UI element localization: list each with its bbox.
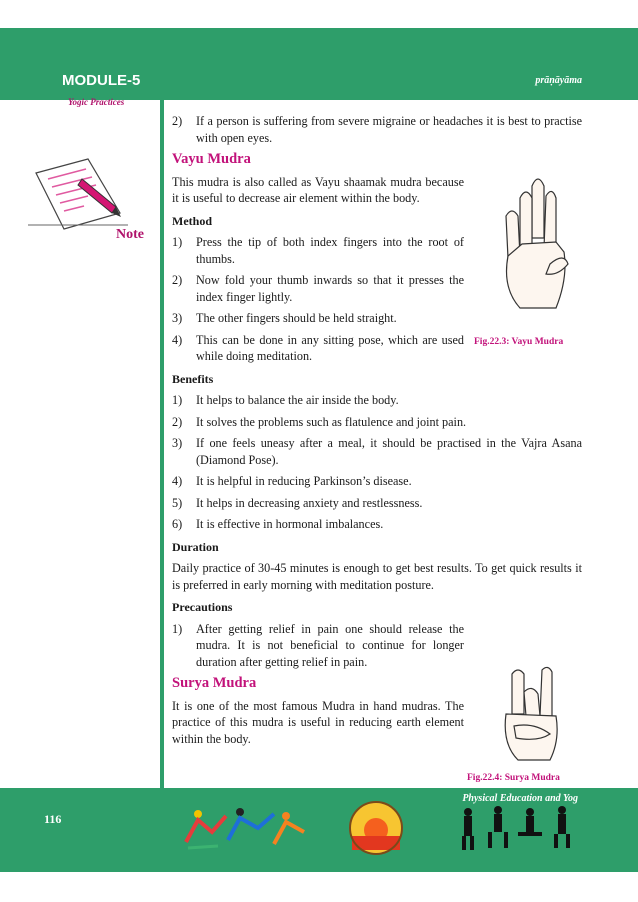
list-item: 2) Now fold your thumb inwards so that it presses the index finger lightly. <box>172 273 464 304</box>
surya-mudra-heading: Surya Mudra <box>172 675 257 691</box>
list-item: 1) After getting relief in pain one should release the mudra. It is not beneficial to continue for longer duration after getting relief in pain. <box>172 621 464 669</box>
note-label: Note <box>116 227 144 242</box>
duration-heading: Duration <box>172 539 219 554</box>
vayu-mudra-hand-image <box>492 168 582 328</box>
list-item: 4) It is helpful in reducing Parkinson’s disease. <box>172 474 412 488</box>
surya-mudra-hand-image <box>494 664 570 766</box>
benefits-heading: Benefits <box>172 371 214 386</box>
list-item: 2) If a person is suffering from severe migraine or headaches it is best to practise with open eyes. <box>172 114 582 145</box>
yoga-poses-illustration-icon <box>458 802 578 852</box>
list-item: 1) It helps to balance the air inside the body. <box>172 393 399 407</box>
footer-title: Physical Education and Yog <box>462 793 578 804</box>
method-heading: Method <box>172 213 212 228</box>
list-item: 1) Press the tip of both index fingers into the root of thumbs. <box>172 235 464 266</box>
vayu-mudra-heading: Vayu Mudra <box>172 151 251 167</box>
list-item-text: If a person is suffering from severe migraine or headaches it is best to practise with open eyes. <box>196 114 582 145</box>
page-number: 116 <box>44 812 62 826</box>
surya-figure-caption: Fig.22.4: Surya Mudra <box>467 773 560 783</box>
section-label: Yogic Practices <box>68 97 125 107</box>
list-item: 3) The other fingers should be held straight. <box>172 311 397 325</box>
duration-text: Daily practice of 30-45 minutes is enough to get best results. To get quick results it is preferred in early morning with meditation posture. <box>172 561 582 592</box>
sunrise-illustration-icon <box>348 800 404 856</box>
precautions-heading: Precautions <box>172 600 233 614</box>
margin-bar <box>160 100 164 788</box>
athletes-illustration-icon <box>178 802 318 852</box>
chapter-label: prāṇāyāma <box>535 75 582 86</box>
list-item: 3) If one feels uneasy after a meal, it should be practised in the Vajra Asana (Diamond Pose). <box>172 436 582 467</box>
list-item: 5) It helps in decreasing anxiety and restlessness. <box>172 495 423 510</box>
module-label: MODULE-5 <box>62 72 141 89</box>
note-pencil-icon <box>28 155 128 235</box>
list-item: 4) This can be done in any sitting pose, which are used while doing meditation. <box>172 332 464 363</box>
header-band <box>0 28 638 100</box>
list-item: 2) It solves the problems such as flatulence and joint pain. <box>172 414 467 429</box>
list-item: 6) It is effective in hormonal imbalances. <box>172 517 384 531</box>
surya-intro: It is one of the most famous Mudra in hand mudras. The practice of this mudra is useful in reducing earth element within the body. <box>172 698 464 746</box>
vayu-intro: This mudra is also called as Vayu shaamak mudra because it is useful to decrease air element within the body. <box>172 174 464 205</box>
vayu-figure-caption: Fig.22.3: Vayu Mudra <box>474 337 564 347</box>
